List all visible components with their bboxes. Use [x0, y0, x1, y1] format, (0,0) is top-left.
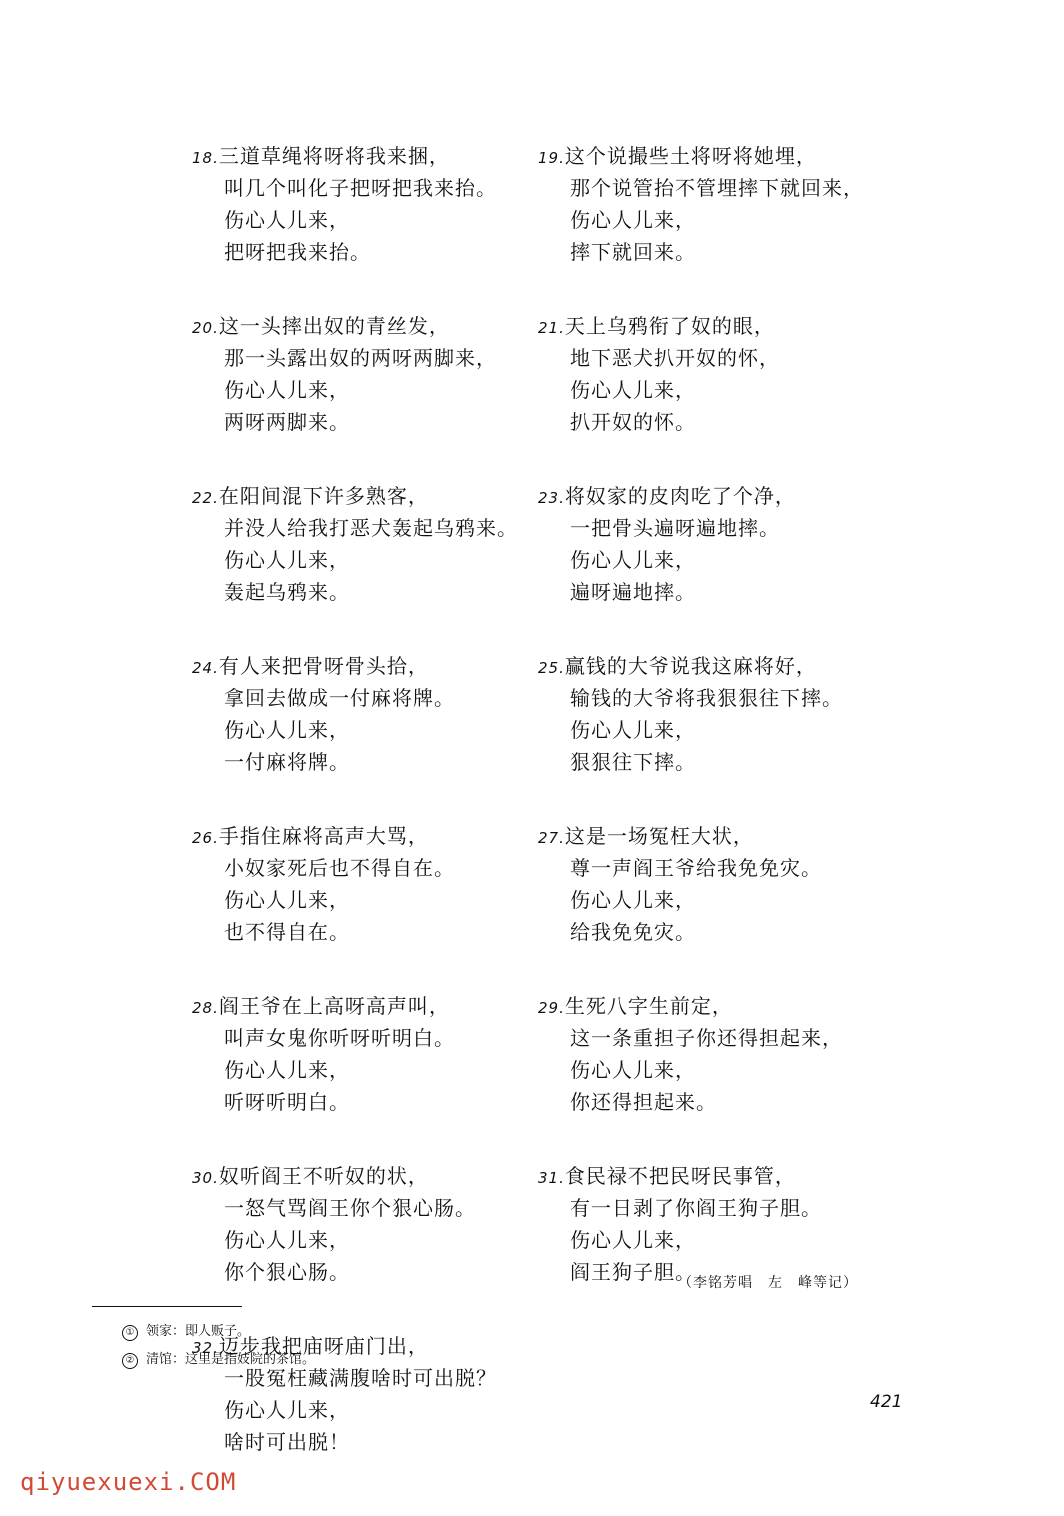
lyric-line: 伤心人儿来，: [224, 1398, 350, 1422]
lyric-line: 把呀把我来抬。: [224, 240, 371, 264]
lyric-line: 三道草绳将呀将我来捆，: [218, 144, 450, 168]
stanza-number: 32.: [192, 1339, 219, 1357]
stanza: [538, 650, 878, 778]
lyric-line: 将奴家的皮肉吃了个净，: [564, 484, 796, 508]
lyric-line: 奴听阎王不听奴的状，: [218, 1164, 429, 1188]
stanza-number: 20.: [192, 319, 219, 337]
lyric-line: 这一条重担子你还得担起来，: [570, 1026, 843, 1050]
right-column: [538, 140, 878, 1330]
stanza: [192, 1160, 532, 1288]
lyric-line: 阎王爷在上高呀高声叫，: [218, 994, 450, 1018]
lyric-line: 赢钱的大爷说我这麻将好，: [564, 654, 817, 678]
lyric-line: 拿回去做成一付麻将牌。: [224, 686, 455, 710]
lyric-line: 你个狠心肠。: [224, 1260, 350, 1284]
stanza: [538, 990, 878, 1118]
lyric-line: 伤心人儿来，: [224, 548, 350, 572]
lyric-line: 在阳间混下许多熟客，: [218, 484, 429, 508]
lyric-line: 地下恶犬扒开奴的怀，: [570, 346, 780, 370]
lyric-line: 你还得担起来。: [570, 1090, 717, 1114]
lyric-line: 生死八字生前定，: [564, 994, 733, 1018]
stanza-number: 21.: [538, 319, 565, 337]
stanza: [538, 820, 878, 948]
footnote-divider: [92, 1306, 242, 1307]
stanza: [192, 140, 532, 268]
lyric-line: 一怒气骂阎王你个狠心肠。: [224, 1196, 476, 1220]
site-watermark: qiyuexuexi.COM: [20, 1468, 237, 1496]
lyric-line: 输钱的大爷将我狠狠往下摔。: [570, 686, 843, 710]
lyric-line: 这是一场冤枉大状，: [564, 824, 754, 848]
lyric-line: 伤心人儿来，: [224, 1228, 350, 1252]
lyric-line: 伤心人儿来，: [570, 888, 696, 912]
performer-credit: （李铭芳唱 左 峰等记）: [678, 1275, 858, 1291]
lyric-line: 给我免免灾。: [570, 920, 696, 944]
stanza: [192, 650, 532, 778]
stanza: [538, 1160, 878, 1288]
stanza-number: 25.: [538, 659, 565, 677]
stanza-number: 29.: [538, 999, 565, 1017]
page-number: 421: [870, 1392, 903, 1412]
lyric-line: 伤心人儿来，: [224, 378, 350, 402]
lyric-line: 天上乌鸦衔了奴的眼，: [564, 314, 775, 338]
lyric-line: 伤心人儿来，: [570, 1228, 696, 1252]
lyric-line: 伤心人儿来，: [570, 208, 696, 232]
lyric-line: 叫几个叫化子把呀把我来抬。: [224, 176, 497, 200]
lyric-line: 啥时可出脱！: [224, 1430, 350, 1454]
lyric-line: 小奴家死后也不得自在。: [224, 856, 455, 880]
stanza-number: 27.: [538, 829, 565, 847]
footnote-marker: ①: [122, 1325, 138, 1341]
lyric-line: 伤心人儿来，: [224, 208, 350, 232]
lyric-line: 伤心人儿来，: [570, 1058, 696, 1082]
footnote-text: 清馆：这里是指妓院的茶馆。: [146, 1352, 316, 1367]
lyric-line: 这一头摔出奴的青丝发，: [218, 314, 450, 338]
lyric-line: 伤心人儿来，: [570, 378, 696, 402]
lyric-line: 摔下就回来。: [570, 240, 696, 264]
lyric-line: 伤心人儿来，: [570, 548, 696, 572]
lyric-line: 轰起乌鸦来。: [224, 580, 350, 604]
stanza-number: 30.: [192, 1169, 219, 1187]
lyric-line: 伤心人儿来，: [224, 718, 350, 742]
lyric-line: 狠狠往下摔。: [570, 750, 696, 774]
lyric-line: 一付麻将牌。: [224, 750, 350, 774]
stanza-number: 31.: [538, 1169, 565, 1187]
stanza-number: 18.: [192, 149, 219, 167]
lyric-line: 迈步我把庙呀庙门出，: [218, 1334, 429, 1358]
lyric-line: 伤心人儿来，: [224, 1058, 350, 1082]
lyric-line: 食民禄不把民呀民事管，: [564, 1164, 796, 1188]
stanza: [192, 820, 532, 948]
stanza: [538, 480, 878, 608]
stanza-number: 28.: [192, 999, 219, 1017]
stanza: [192, 480, 532, 608]
lyric-line: 叫声女鬼你听呀听明白。: [224, 1026, 455, 1050]
stanza-number: 23.: [538, 489, 565, 507]
lyric-line: 也不得自在。: [224, 920, 350, 944]
stanza-number: 19.: [538, 149, 565, 167]
footnotes: [122, 1318, 315, 1374]
lyric-line: 那一头露出奴的两呀两脚来，: [224, 346, 497, 370]
footnote-marker: ②: [122, 1353, 138, 1369]
stanza-number: 26.: [192, 829, 219, 847]
lyric-line: 听呀听明白。: [224, 1090, 350, 1114]
stanza: [192, 990, 532, 1118]
lyric-line: 伤心人儿来，: [570, 718, 696, 742]
lyric-line: 手指住麻将高声大骂，: [218, 824, 429, 848]
lyric-line: 一把骨头遍呀遍地摔。: [570, 516, 780, 540]
lyric-line: 两呀两脚来。: [224, 410, 350, 434]
lyric-line: 尊一声阎王爷给我免免灾。: [570, 856, 822, 880]
lyric-line: 一股冤枉藏满腹啥时可出脱？: [224, 1366, 497, 1390]
footnote: [122, 1346, 315, 1374]
lyric-line: 那个说管抬不管埋摔下就回来，: [570, 176, 864, 200]
lyric-line: 有一日剥了你阎王狗子胆。: [570, 1196, 822, 1220]
stanza-number: 24.: [192, 659, 219, 677]
lyric-line: 有人来把骨呀骨头拾，: [218, 654, 429, 678]
lyric-line: 阎王狗子胆。: [570, 1260, 696, 1284]
lyric-line: 并没人给我打恶犬轰起乌鸦来。: [224, 516, 518, 540]
footnote-text: 领家：即人贩子。: [146, 1324, 251, 1339]
lyric-line: 扒开奴的怀。: [570, 410, 696, 434]
stanza: [192, 310, 532, 438]
stanza: [538, 140, 878, 268]
lyric-line: 这个说撮些土将呀将她埋，: [564, 144, 817, 168]
lyric-line: 遍呀遍地摔。: [570, 580, 696, 604]
stanza-number: 22.: [192, 489, 219, 507]
lyric-line: 伤心人儿来，: [224, 888, 350, 912]
footnote: [122, 1318, 315, 1346]
stanza: [538, 310, 878, 438]
left-column: [192, 140, 532, 1500]
